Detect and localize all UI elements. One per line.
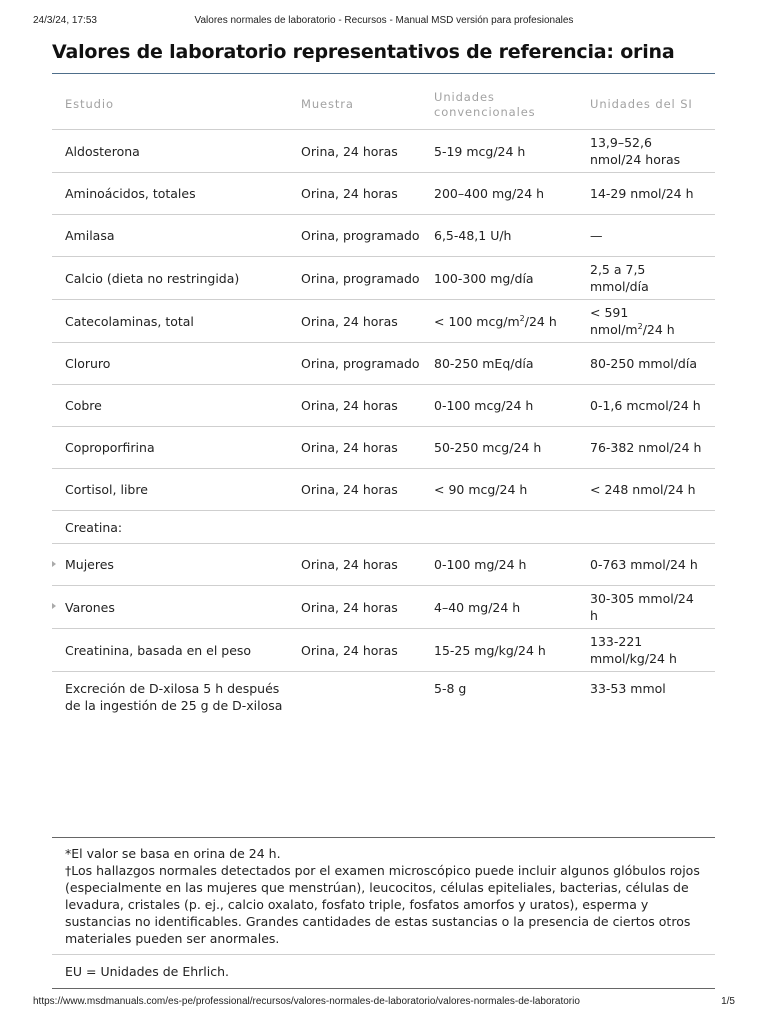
table-row <box>52 672 715 740</box>
footnote-block <box>52 838 715 955</box>
cell-unidades-convencionales <box>434 300 590 343</box>
value-text: /24 h <box>524 313 557 329</box>
cell-muestra: Orina, programado <box>301 215 434 257</box>
superscript: 2 <box>519 313 525 323</box>
print-datetime: 24/3/24, 17:53 <box>33 15 97 26</box>
cell-unidades-si <box>590 511 715 544</box>
lab-values-table <box>52 80 715 740</box>
cell-muestra: Orina, programado <box>301 343 434 385</box>
value-text: < 591 nmol/m <box>590 305 638 337</box>
cell-muestra: Orina, 24 horas <box>301 300 434 343</box>
cell-estudio: Calcio (dieta no restringida) <box>52 257 301 300</box>
cell-muestra: Orina, 24 horas <box>301 173 434 215</box>
cell-estudio <box>52 586 301 629</box>
table-row-group-heading <box>52 511 715 544</box>
cell-estudio: Excreción de D-xilosa 5 h después de la ingestión de 25 g de D-xilosa <box>65 681 283 713</box>
cell-muestra: Orina, 24 horas <box>301 130 434 173</box>
cell-unidades-si: < 248 nmol/24 h <box>590 469 715 511</box>
title-divider <box>52 73 715 74</box>
table-row <box>52 343 715 385</box>
cell-unidades-si: 30-305 mmol/24 h <box>590 586 715 629</box>
cell-estudio: Aldosterona <box>52 130 301 173</box>
cell-unidades-convencionales: 15-25 mg/kg/24 h <box>434 629 590 672</box>
cell-estudio: Creatinina, basada en el peso <box>52 629 301 672</box>
cell-muestra: Orina, 24 horas <box>301 586 434 629</box>
cell-unidades-si: 0-1,6 mcmol/24 h <box>590 385 715 427</box>
table-row <box>52 257 715 300</box>
value-text: < 100 mcg/m <box>434 313 520 329</box>
print-document-title: Valores normales de laboratorio - Recursos - Manual MSD versión para profesionales <box>194 15 574 26</box>
cell-unidades-si: 13,9–52,6 nmol/24 horas <box>590 130 715 173</box>
cell-unidades-convencionales: 100-300 mg/día <box>434 257 590 300</box>
cell-unidades-si: 14-29 nmol/24 h <box>590 173 715 215</box>
footnote-asterisk: *El valor se basa en orina de 24 h. <box>65 846 281 861</box>
cell-unidades-convencionales: < 90 mcg/24 h <box>434 469 590 511</box>
cell-estudio: Creatina: <box>52 511 301 544</box>
value-text: /24 h <box>642 322 675 337</box>
cell-unidades-si <box>590 300 715 343</box>
table-row <box>52 385 715 427</box>
table-row-subitem <box>52 544 715 586</box>
cell-estudio: Catecolaminas, total <box>52 300 301 343</box>
cell-estudio: Coproporfirina <box>52 427 301 469</box>
source-url[interactable]: https://www.msdmanuals.com/es-pe/professional/recursos/valores-normales-de-laboratorio/valores-normales-de-laboratorio <box>33 996 580 1007</box>
cell-unidades-si: 76-382 nmol/24 h <box>590 427 715 469</box>
cell-unidades-convencionales: 4–40 mg/24 h <box>434 586 590 629</box>
triangle-bullet-icon <box>52 561 56 567</box>
cell-unidades-si: 33-53 mmol <box>590 681 666 696</box>
page-title: Valores de laboratorio representativos de referencia: orina <box>52 41 675 63</box>
cell-estudio: Aminoácidos, totales <box>52 173 301 215</box>
header-unidades-convencionales[interactable]: Unidades convencionales <box>434 80 590 130</box>
header-estudio[interactable]: Estudio <box>52 80 301 130</box>
cell-estudio: Amilasa <box>52 215 301 257</box>
cell-unidades-convencionales: 0-100 mcg/24 h <box>434 385 590 427</box>
cell-muestra <box>301 511 434 544</box>
cell-unidades-si: 2,5 a 7,5 mmol/día <box>590 257 715 300</box>
superscript: 2 <box>637 321 643 331</box>
cell-unidades-convencionales: 200–400 mg/24 h <box>434 173 590 215</box>
cell-unidades-convencionales <box>434 511 590 544</box>
cell-estudio <box>52 544 301 586</box>
cell-estudio: Cortisol, libre <box>52 469 301 511</box>
print-header <box>33 15 735 29</box>
header-unidades-si[interactable]: Unidades del SI <box>590 80 715 130</box>
cell-muestra: Orina, 24 horas <box>301 544 434 586</box>
table-row <box>52 215 715 257</box>
subitem-label: Varones <box>65 599 115 615</box>
footnote-eu: EU = Unidades de Ehrlich. <box>52 955 715 989</box>
cell-unidades-si: — <box>590 215 715 257</box>
cell-unidades-si: 80-250 mmol/día <box>590 343 715 385</box>
cell-unidades-convencionales: 80-250 mEq/día <box>434 343 590 385</box>
header-muestra[interactable]: Muestra <box>301 80 434 130</box>
footnote-dagger: †Los hallazgos normales detectados por el examen microscópico puede incluir algunos glóbulos rojos (especialmente en las mujeres que menstrúan), leucocitos, células epiteliales, bacterias, células de levadura, cristales (p. ej., calcio oxalato, fosfato triple, fosfatos amorfos y uratos), esperma y sustancias no identificables. Grandes cantidades de estas sustancias o la presencia de ciertos otros materiales pueden ser anormales. <box>65 863 700 946</box>
cell-muestra <box>301 672 434 740</box>
table-row <box>52 173 715 215</box>
table-row <box>52 300 715 343</box>
cell-muestra: Orina, 24 horas <box>301 629 434 672</box>
cell-muestra: Orina, 24 horas <box>301 469 434 511</box>
cell-unidades-convencionales: 0-100 mg/24 h <box>434 544 590 586</box>
table-row <box>52 130 715 173</box>
cell-unidades-convencionales: 50-250 mcg/24 h <box>434 427 590 469</box>
cell-muestra: Orina, 24 horas <box>301 427 434 469</box>
cell-unidades-convencionales: 5-19 mcg/24 h <box>434 130 590 173</box>
table-row <box>52 427 715 469</box>
print-footer <box>33 996 735 1010</box>
cell-unidades-si: 133-221 mmol/kg/24 h <box>590 629 715 672</box>
cell-estudio: Cobre <box>52 385 301 427</box>
table-footnotes <box>52 837 715 989</box>
cell-estudio: Cloruro <box>52 343 301 385</box>
table-row-subitem <box>52 586 715 629</box>
page-number: 1/5 <box>721 996 735 1007</box>
table-header-row <box>52 80 715 130</box>
cell-unidades-si: 0-763 mmol/24 h <box>590 544 715 586</box>
subitem-label: Mujeres <box>65 557 114 572</box>
cell-muestra: Orina, programado <box>301 257 434 300</box>
cell-unidades-convencionales: 5-8 g <box>434 681 467 696</box>
cell-unidades-convencionales: 6,5-48,1 U/h <box>434 215 590 257</box>
table-row <box>52 629 715 672</box>
cell-muestra: Orina, 24 horas <box>301 385 434 427</box>
triangle-bullet-icon <box>52 603 56 609</box>
table-row <box>52 469 715 511</box>
